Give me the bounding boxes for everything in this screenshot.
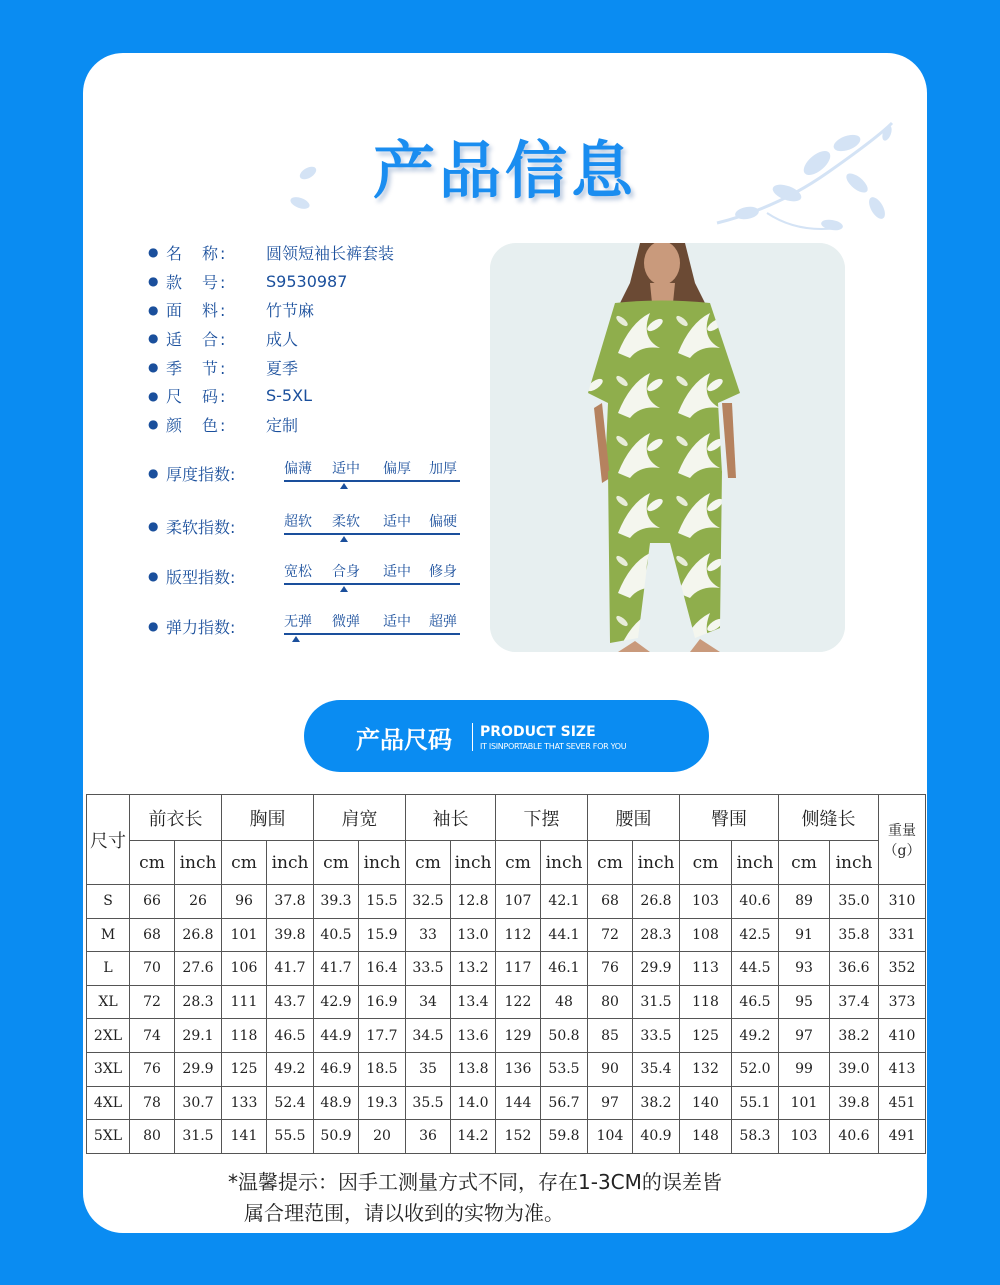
- value-cell: 35.0: [830, 885, 879, 919]
- table-row: [87, 918, 926, 952]
- index-option: 适中: [383, 614, 411, 630]
- value-cell: 13.2: [451, 952, 496, 986]
- unit-header: inch: [633, 841, 680, 885]
- index-scale: [284, 511, 460, 541]
- index-option: 偏硬: [429, 514, 457, 530]
- value-cell: 80: [130, 1120, 175, 1154]
- value-cell: 140: [680, 1086, 732, 1120]
- value-cell: 14.2: [451, 1120, 496, 1154]
- value-cell: 37.8: [267, 885, 314, 919]
- index-option: 微弹: [332, 614, 360, 630]
- measure-header: 肩宽: [314, 795, 406, 841]
- measure-header: 腰围: [588, 795, 680, 841]
- index-option: 无弹: [284, 614, 312, 630]
- size-cell: XL: [87, 985, 130, 1019]
- value-cell: 13.0: [451, 918, 496, 952]
- value-cell: 104: [588, 1120, 633, 1154]
- value-cell: 49.2: [732, 1019, 779, 1053]
- value-cell: 101: [779, 1086, 830, 1120]
- value-cell: 31.5: [175, 1120, 222, 1154]
- value-cell: 103: [680, 885, 732, 919]
- info-row-season: ● 季 节: 夏季: [148, 358, 299, 378]
- value-cell: 50.9: [314, 1120, 359, 1154]
- value-cell: 39.3: [314, 885, 359, 919]
- index-marker-icon: [340, 586, 348, 592]
- model-outfit-image: [490, 243, 845, 652]
- value-cell: 68: [130, 918, 175, 952]
- value-cell: 35: [406, 1052, 451, 1086]
- value-cell: 26.8: [175, 918, 222, 952]
- value-cell: 40.5: [314, 918, 359, 952]
- index-option: 超弹: [429, 614, 457, 630]
- index-marker-icon: [340, 483, 348, 489]
- value-cell: 38.2: [633, 1086, 680, 1120]
- value-cell: 18.5: [359, 1052, 406, 1086]
- value-cell: 12.8: [451, 885, 496, 919]
- index-option: 柔软: [332, 514, 360, 530]
- info-row-fabric: ● 面 料: 竹节麻: [148, 301, 315, 321]
- value-cell: 491: [879, 1120, 926, 1154]
- unit-header: inch: [830, 841, 879, 885]
- banner-title-cn: 产品尺码: [356, 726, 452, 754]
- size-table: [86, 794, 926, 1154]
- value-cell: 59.8: [541, 1120, 588, 1154]
- value-cell: 49.2: [267, 1052, 314, 1086]
- tip-note-line-2: 属合理范围，请以收到的实物为准。: [244, 1201, 564, 1225]
- index-option: 超软: [284, 514, 312, 530]
- weight-header: 重量 （g）: [879, 795, 926, 885]
- value-cell: 66: [130, 885, 175, 919]
- value-cell: 53.5: [541, 1052, 588, 1086]
- unit-header: cm: [222, 841, 267, 885]
- value-cell: 34.5: [406, 1019, 451, 1053]
- unit-header: cm: [406, 841, 451, 885]
- value-cell: 35.4: [633, 1052, 680, 1086]
- unit-header: inch: [541, 841, 588, 885]
- value-cell: 16.9: [359, 985, 406, 1019]
- value-cell: 451: [879, 1086, 926, 1120]
- product-photo: [490, 243, 845, 652]
- value-cell: 112: [496, 918, 541, 952]
- value-cell: 97: [588, 1086, 633, 1120]
- value-cell: 68: [588, 885, 633, 919]
- value-cell: 148: [680, 1120, 732, 1154]
- banner-title-en: PRODUCT SIZE: [480, 724, 596, 740]
- value-cell: 91: [779, 918, 830, 952]
- index-option: 合身: [332, 564, 360, 580]
- measure-header: 胸围: [222, 795, 314, 841]
- size-cell: 2XL: [87, 1019, 130, 1053]
- value-cell: 13.6: [451, 1019, 496, 1053]
- value-cell: 48.9: [314, 1086, 359, 1120]
- index-row: ● 厚度指数: 偏薄 适中 偏厚 加厚: [148, 458, 460, 488]
- value-cell: 28.3: [175, 985, 222, 1019]
- value-cell: 93: [779, 952, 830, 986]
- index-option: 修身: [429, 564, 457, 580]
- value-cell: 33: [406, 918, 451, 952]
- value-cell: 106: [222, 952, 267, 986]
- value-cell: 35.5: [406, 1086, 451, 1120]
- value-cell: 132: [680, 1052, 732, 1086]
- index-row: ● 柔软指数: 超软 柔软 适中 偏硬: [148, 511, 460, 541]
- value-cell: 89: [779, 885, 830, 919]
- value-cell: 29.9: [633, 952, 680, 986]
- size-cell: 4XL: [87, 1086, 130, 1120]
- index-row: ● 版型指数: 宽松 合身 适中 修身: [148, 561, 460, 591]
- value-cell: 141: [222, 1120, 267, 1154]
- value-cell: 90: [588, 1052, 633, 1086]
- value-cell: 35.8: [830, 918, 879, 952]
- value-cell: 31.5: [633, 985, 680, 1019]
- value-cell: 78: [130, 1086, 175, 1120]
- unit-header: inch: [451, 841, 496, 885]
- unit-header: cm: [588, 841, 633, 885]
- value-cell: 373: [879, 985, 926, 1019]
- size-cell: S: [87, 885, 130, 919]
- table-row: [87, 885, 926, 919]
- value-cell: 99: [779, 1052, 830, 1086]
- value-cell: 42.1: [541, 885, 588, 919]
- value-cell: 122: [496, 985, 541, 1019]
- value-cell: 103: [779, 1120, 830, 1154]
- value-cell: 26.8: [633, 885, 680, 919]
- size-cell: M: [87, 918, 130, 952]
- value-cell: 40.9: [633, 1120, 680, 1154]
- value-cell: 331: [879, 918, 926, 952]
- value-cell: 19.3: [359, 1086, 406, 1120]
- value-cell: 76: [588, 952, 633, 986]
- table-row: [87, 1086, 926, 1120]
- value-cell: 80: [588, 985, 633, 1019]
- value-cell: 29.1: [175, 1019, 222, 1053]
- unit-header: cm: [314, 841, 359, 885]
- unit-header: cm: [496, 841, 541, 885]
- value-cell: 46.5: [732, 985, 779, 1019]
- value-cell: 20: [359, 1120, 406, 1154]
- value-cell: 118: [222, 1019, 267, 1053]
- table-row: [87, 985, 926, 1019]
- value-cell: 42.5: [732, 918, 779, 952]
- value-cell: 15.9: [359, 918, 406, 952]
- value-cell: 43.7: [267, 985, 314, 1019]
- value-cell: 97: [779, 1019, 830, 1053]
- tip-note: [228, 1167, 722, 1229]
- value-cell: 39.8: [267, 918, 314, 952]
- index-label: 弹力指数:: [166, 617, 236, 637]
- value-cell: 56.7: [541, 1086, 588, 1120]
- table-row: [87, 952, 926, 986]
- value-cell: 44.1: [541, 918, 588, 952]
- index-label: 厚度指数:: [166, 464, 236, 484]
- unit-header: inch: [175, 841, 222, 885]
- value-cell: 46.9: [314, 1052, 359, 1086]
- value-cell: 72: [588, 918, 633, 952]
- unit-header: inch: [732, 841, 779, 885]
- value-cell: 48: [541, 985, 588, 1019]
- size-header: 尺寸: [87, 795, 130, 885]
- value-cell: 40.6: [830, 1120, 879, 1154]
- value-cell: 125: [222, 1052, 267, 1086]
- unit-header: cm: [779, 841, 830, 885]
- index-option: 加厚: [429, 461, 457, 477]
- value-cell: 113: [680, 952, 732, 986]
- value-cell: 34: [406, 985, 451, 1019]
- value-cell: 28.3: [633, 918, 680, 952]
- size-cell: 3XL: [87, 1052, 130, 1086]
- size-banner: [304, 700, 709, 772]
- page-title: 产品信息: [372, 134, 637, 207]
- value-cell: 55.5: [267, 1120, 314, 1154]
- value-cell: 33.5: [633, 1019, 680, 1053]
- index-label: 柔软指数:: [166, 517, 236, 537]
- value-cell: 29.9: [175, 1052, 222, 1086]
- value-cell: 74: [130, 1019, 175, 1053]
- value-cell: 30.7: [175, 1086, 222, 1120]
- banner-divider: [472, 723, 473, 751]
- unit-header: cm: [680, 841, 732, 885]
- index-option: 宽松: [284, 564, 312, 580]
- table-row: [87, 1120, 926, 1154]
- value-cell: 33.5: [406, 952, 451, 986]
- value-cell: 36: [406, 1120, 451, 1154]
- value-cell: 52.4: [267, 1086, 314, 1120]
- value-cell: 118: [680, 985, 732, 1019]
- value-cell: 111: [222, 985, 267, 1019]
- value-cell: 101: [222, 918, 267, 952]
- value-cell: 125: [680, 1019, 732, 1053]
- tip-note-line-1: *温馨提示：因手工测量方式不同，存在1-3CM的误差皆: [228, 1170, 722, 1194]
- value-cell: 41.7: [267, 952, 314, 986]
- value-cell: 44.9: [314, 1019, 359, 1053]
- unit-header: inch: [267, 841, 314, 885]
- table-row: [87, 1052, 926, 1086]
- size-cell: 5XL: [87, 1120, 130, 1154]
- value-cell: 40.6: [732, 885, 779, 919]
- value-cell: 26: [175, 885, 222, 919]
- measure-header: 侧缝长: [779, 795, 879, 841]
- value-cell: 15.5: [359, 885, 406, 919]
- value-cell: 410: [879, 1019, 926, 1053]
- value-cell: 72: [130, 985, 175, 1019]
- value-cell: 39.0: [830, 1052, 879, 1086]
- index-option: 适中: [383, 514, 411, 530]
- index-marker-icon: [340, 536, 348, 542]
- info-row-style-no: ● 款 号: S9530987: [148, 271, 348, 292]
- value-cell: 52.0: [732, 1052, 779, 1086]
- index-scale: [284, 458, 460, 488]
- index-label: 版型指数:: [166, 567, 236, 587]
- index-scale: [284, 611, 460, 641]
- value-cell: 17.7: [359, 1019, 406, 1053]
- value-cell: 39.8: [830, 1086, 879, 1120]
- index-line: [284, 480, 460, 482]
- banner-subtitle: IT ISINPORTABLE THAT SEVER FOR YOU: [480, 742, 627, 751]
- index-scale: [284, 561, 460, 591]
- value-cell: 85: [588, 1019, 633, 1053]
- value-cell: 44.5: [732, 952, 779, 986]
- leaf-decoration-icon: [288, 158, 328, 218]
- value-cell: 70: [130, 952, 175, 986]
- value-cell: 38.2: [830, 1019, 879, 1053]
- index-option: 适中: [383, 564, 411, 580]
- value-cell: 16.4: [359, 952, 406, 986]
- value-cell: 76: [130, 1052, 175, 1086]
- index-line: [284, 583, 460, 585]
- product-card: [83, 53, 927, 1233]
- value-cell: 144: [496, 1086, 541, 1120]
- value-cell: 46.5: [267, 1019, 314, 1053]
- value-cell: 129: [496, 1019, 541, 1053]
- value-cell: 14.0: [451, 1086, 496, 1120]
- value-cell: 13.4: [451, 985, 496, 1019]
- index-line: [284, 533, 460, 535]
- value-cell: 55.1: [732, 1086, 779, 1120]
- value-cell: 32.5: [406, 885, 451, 919]
- info-row-suitable: ● 适 合: 成人: [148, 329, 299, 349]
- value-cell: 50.8: [541, 1019, 588, 1053]
- measure-header: 下摆: [496, 795, 588, 841]
- index-option: 偏薄: [284, 461, 312, 477]
- value-cell: 108: [680, 918, 732, 952]
- index-row: ● 弹力指数: 无弹 微弹 适中 超弹: [148, 611, 460, 641]
- value-cell: 352: [879, 952, 926, 986]
- value-cell: 107: [496, 885, 541, 919]
- info-row-name: ● 名 称: 圆领短袖长裤套装: [148, 243, 395, 263]
- value-cell: 95: [779, 985, 830, 1019]
- unit-header: cm: [130, 841, 175, 885]
- value-cell: 37.4: [830, 985, 879, 1019]
- value-cell: 58.3: [732, 1120, 779, 1154]
- table-row: [87, 1019, 926, 1053]
- value-cell: 133: [222, 1086, 267, 1120]
- value-cell: 13.8: [451, 1052, 496, 1086]
- info-row-color: ● 颜 色: 定制: [148, 415, 299, 435]
- value-cell: 42.9: [314, 985, 359, 1019]
- value-cell: 41.7: [314, 952, 359, 986]
- index-option: 偏厚: [383, 461, 411, 477]
- measure-header: 袖长: [406, 795, 496, 841]
- size-cell: L: [87, 952, 130, 986]
- measure-header: 前衣长: [130, 795, 222, 841]
- value-cell: 46.1: [541, 952, 588, 986]
- index-line: [284, 633, 460, 635]
- product-info-list: [148, 238, 394, 439]
- value-cell: 36.6: [830, 952, 879, 986]
- index-marker-icon: [292, 636, 300, 642]
- value-cell: 117: [496, 952, 541, 986]
- value-cell: 27.6: [175, 952, 222, 986]
- value-cell: 413: [879, 1052, 926, 1086]
- value-cell: 136: [496, 1052, 541, 1086]
- measure-header: 臀围: [680, 795, 779, 841]
- index-option: 适中: [332, 461, 360, 477]
- value-cell: 310: [879, 885, 926, 919]
- unit-header: inch: [359, 841, 406, 885]
- value-cell: 96: [222, 885, 267, 919]
- info-row-size: ● 尺 码: S-5XL: [148, 386, 312, 407]
- value-cell: 152: [496, 1120, 541, 1154]
